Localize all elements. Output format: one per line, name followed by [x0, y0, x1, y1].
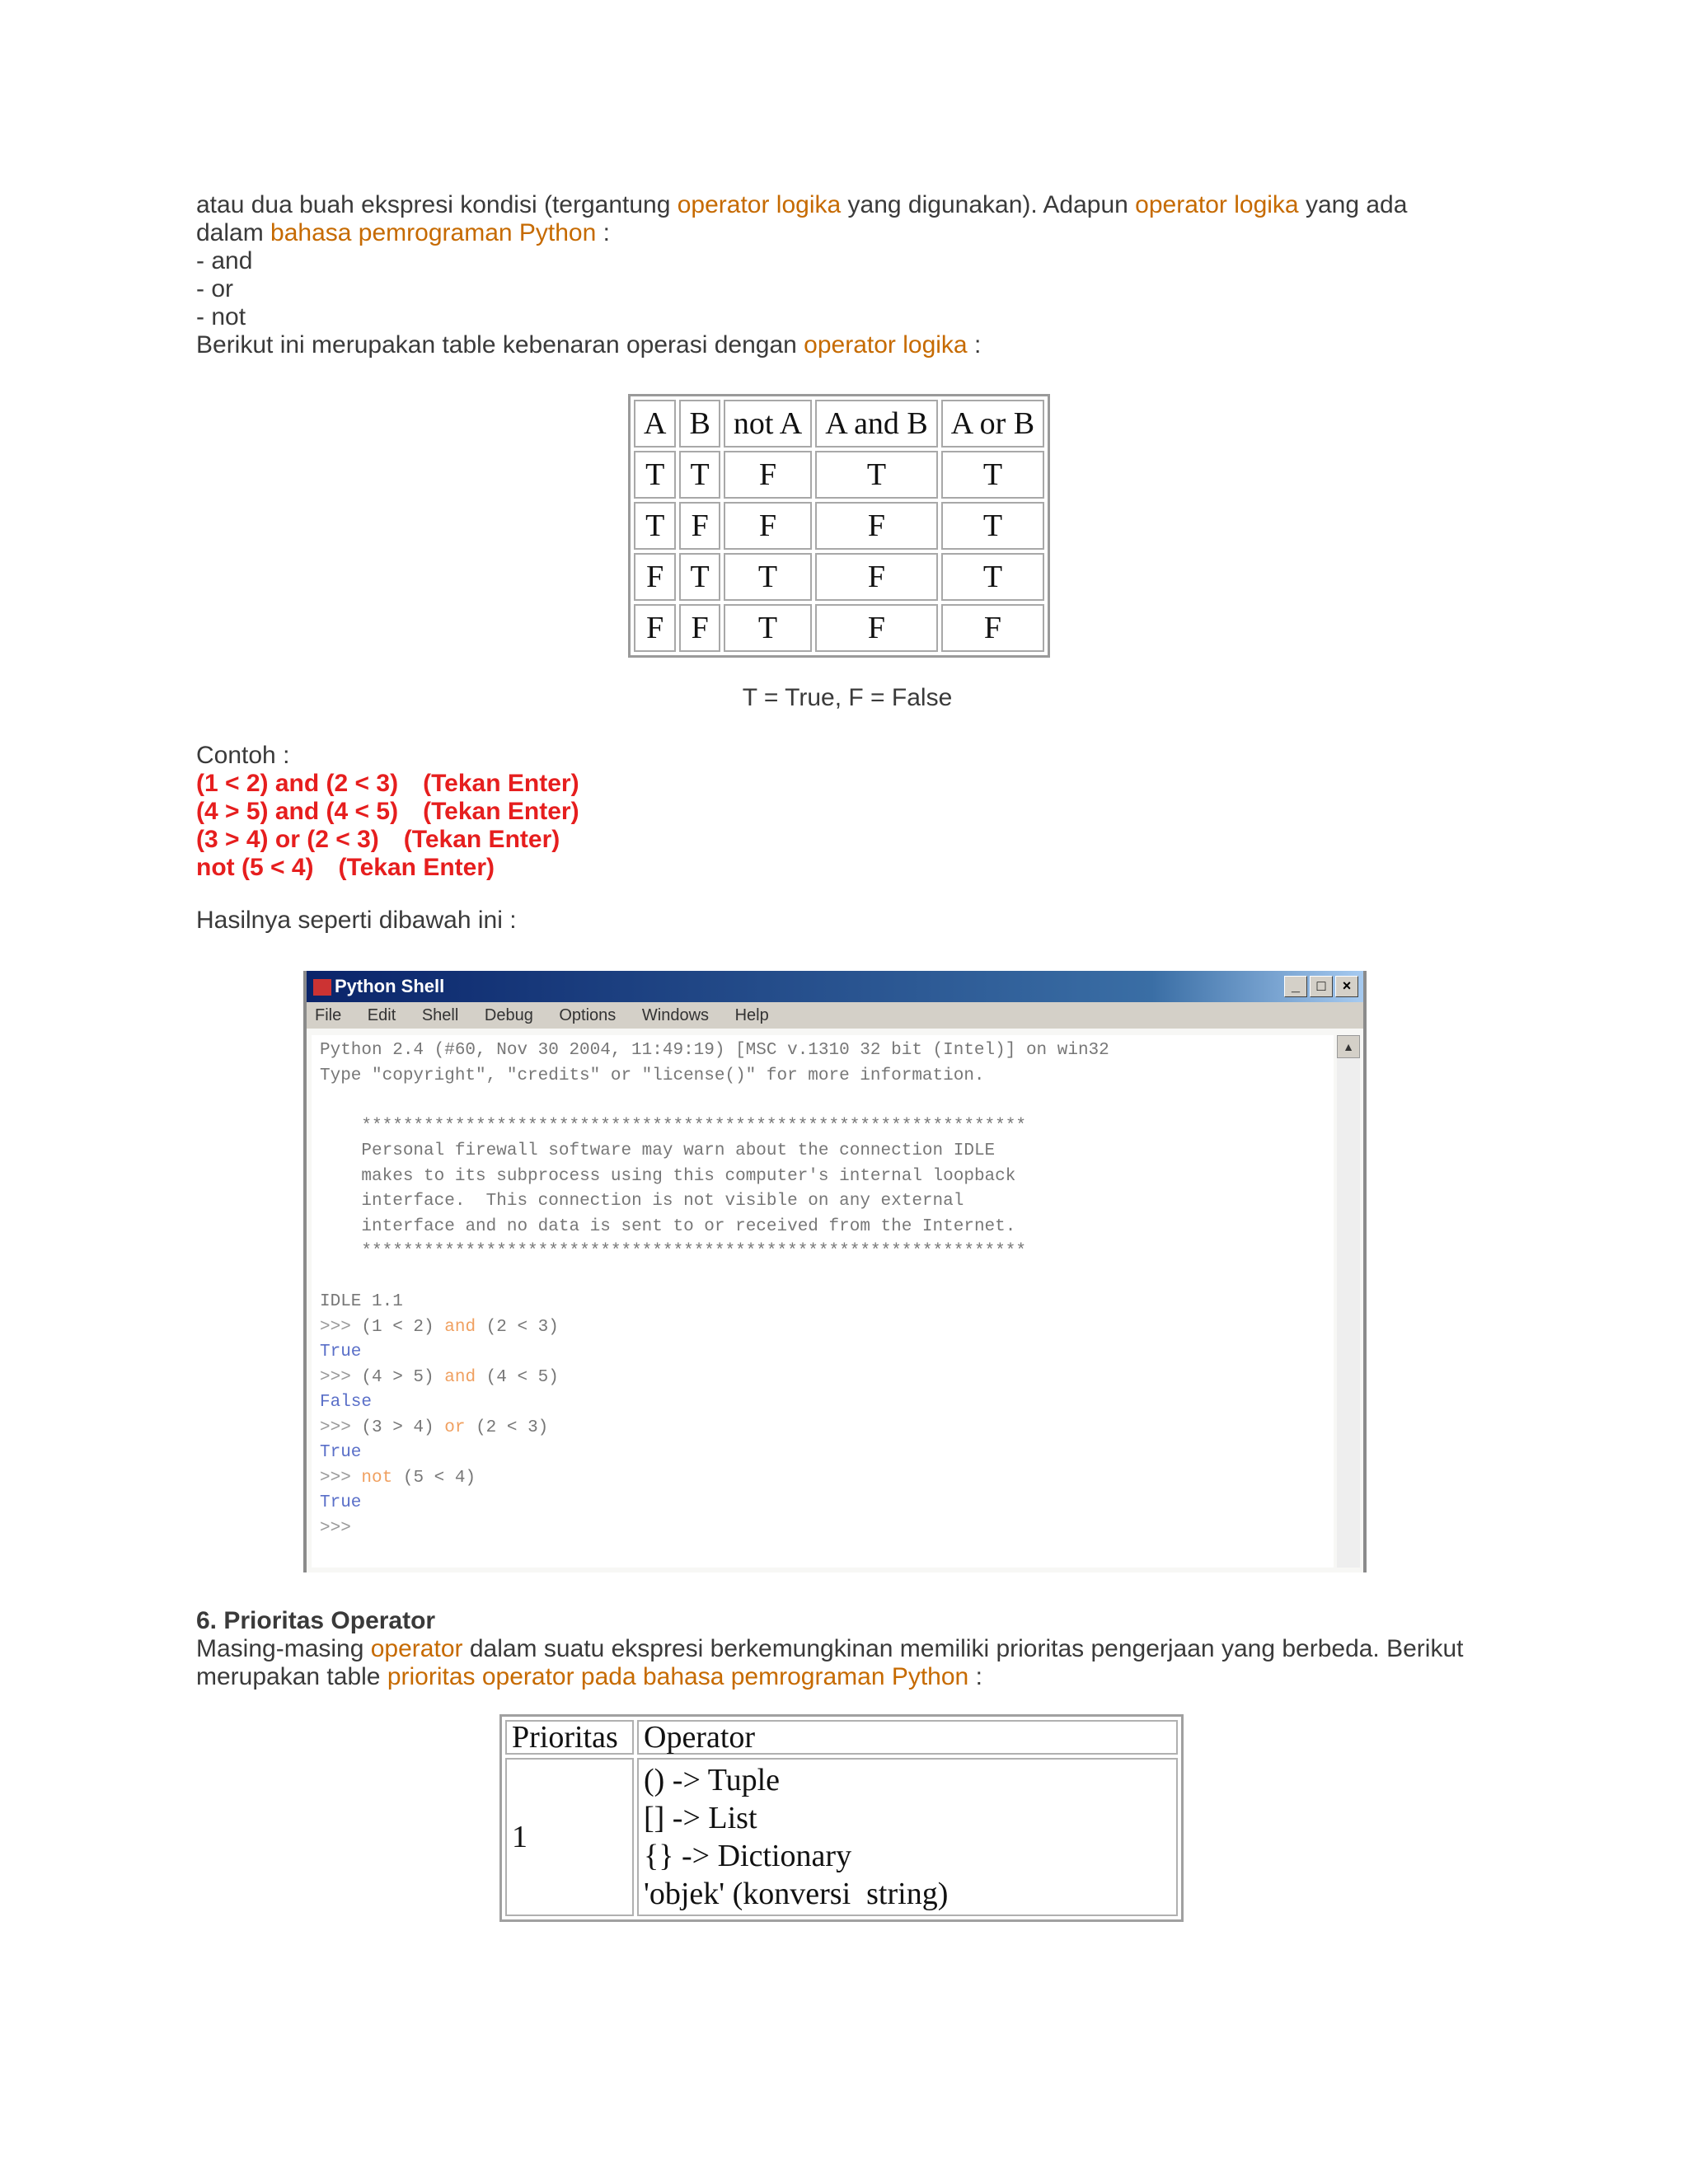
operator-item-and: - and [196, 247, 253, 274]
window-controls [1284, 976, 1358, 997]
table-row [634, 451, 1044, 499]
menu-options[interactable]: Options [559, 1006, 617, 1024]
console-line: Type "copyright", "credits" or "license()" for more information. [320, 1066, 985, 1085]
console-line: True [320, 1443, 362, 1462]
link-operator-logika-3[interactable]: operator logika [804, 331, 968, 359]
table-cell: F [634, 553, 676, 601]
console-line: >>> (1 < 2) and (2 < 3) [320, 1317, 559, 1337]
table-cell: T [941, 502, 1044, 550]
header-cell: not A [724, 400, 812, 448]
table-row [634, 553, 1044, 601]
maximize-button[interactable]: □ [1310, 976, 1333, 997]
close-button[interactable]: × [1335, 976, 1358, 997]
table-cell: F [724, 451, 812, 499]
table-cell [637, 1758, 1178, 1916]
operator-line: 'objek' (konversi string) [644, 1877, 949, 1911]
menu-file[interactable]: File [315, 1006, 342, 1024]
console-line: interface. This connection is not visible on any external [361, 1192, 964, 1211]
operator-line: {} -> Dictionary [644, 1839, 852, 1873]
intro-line-1: atau dua buah ekspresi kondisi (tergantung operator logika yang digunakan). Adapun operator logika yang ada [196, 191, 1408, 218]
shell-scrollbar[interactable] [1337, 1035, 1360, 1568]
table-cell: T [724, 553, 812, 601]
table-cell: F [815, 553, 938, 601]
intro-line-2: dalam bahasa pemrograman Python : [196, 219, 610, 246]
header-cell: A and B [815, 400, 938, 448]
console-line: Personal firewall software may warn about the connection IDLE [361, 1141, 996, 1160]
console-line: >>> (4 > 5) and (4 < 5) [320, 1367, 559, 1387]
operator-item-not: - not [196, 303, 246, 330]
truth-table [628, 394, 1050, 658]
link-bahasa-pemrograman-python[interactable]: bahasa pemrograman Python [270, 219, 597, 246]
table-cell: T [815, 451, 938, 499]
console-line: >>> [320, 1518, 362, 1538]
contoh-item: (4 > 5) and (4 < 5) (Tekan Enter) [196, 798, 579, 825]
python-shell-window [303, 971, 1367, 1572]
header-cell: B [679, 400, 720, 448]
priority-table [499, 1714, 1184, 1922]
header-cell: Prioritas [505, 1720, 634, 1755]
section-6-line-1: Masing-masing operator dalam suatu ekspresi berkemungkinan memiliki prioritas pengerjaan yang berbeda. Berikut [196, 1635, 1464, 1662]
operator-line: () -> Tuple [644, 1763, 781, 1797]
console-line: interface and no data is sent to or received from the Internet. [361, 1216, 1016, 1236]
document-page [196, 191, 1498, 1911]
menu-windows[interactable]: Windows [641, 1006, 710, 1024]
menu-edit[interactable]: Edit [367, 1006, 396, 1024]
contoh-label: Contoh : [196, 742, 290, 769]
truth-table-caption: T = True, F = False [742, 684, 953, 711]
table-row [505, 1758, 1178, 1916]
table-row [634, 604, 1044, 652]
menu-help[interactable]: Help [734, 1006, 769, 1024]
console-line: **************************************************************** [361, 1116, 1026, 1136]
table-cell: T [634, 502, 676, 550]
table-cell: T [679, 451, 720, 499]
table-cell: F [724, 502, 812, 550]
table-cell: T [724, 604, 812, 652]
table-cell: T [941, 553, 1044, 601]
menu-debug[interactable]: Debug [484, 1006, 533, 1024]
console-line: True [320, 1343, 362, 1361]
console-line: False [320, 1393, 373, 1412]
truth-table-header [634, 400, 1044, 448]
table-cell: T [941, 451, 1044, 499]
hasil-label: Hasilnya seperti dibawah ini : [196, 907, 517, 934]
table-cell: F [815, 604, 938, 652]
contoh-item: (1 < 2) and (2 < 3) (Tekan Enter) [196, 770, 579, 797]
operator-item-or: - or [196, 275, 233, 302]
console-line: **************************************************************** [361, 1242, 1026, 1261]
table-row [634, 502, 1044, 550]
console-line: True [320, 1493, 362, 1512]
console-line: Python 2.4 (#60, Nov 30 2004, 11:49:19) [MSC v.1310 32 bit (Intel)] on win32 [320, 1041, 1109, 1060]
table-cell: 1 [505, 1758, 634, 1916]
link-operator-logika[interactable]: operator logika [677, 191, 842, 218]
console-line: >>> not (5 < 4) [320, 1468, 476, 1488]
contoh-item: (3 > 4) or (2 < 3) (Tekan Enter) [196, 826, 560, 853]
operator-line: [] -> List [644, 1801, 757, 1835]
console-line: >>> (3 > 4) or (2 < 3) [320, 1418, 549, 1437]
table-cell: F [941, 604, 1044, 652]
scroll-up-icon[interactable]: ▲ [1337, 1035, 1360, 1058]
shell-console[interactable] [312, 1035, 1334, 1568]
shell-menubar [307, 1002, 1363, 1029]
section-6 [196, 1607, 1463, 1691]
menu-shell[interactable]: Shell [421, 1006, 459, 1024]
shell-titlebar[interactable] [307, 971, 1363, 1002]
python-logo-icon [313, 979, 331, 996]
minimize-button[interactable]: _ [1284, 976, 1307, 997]
table-cell: F [815, 502, 938, 550]
header-cell: Operator [637, 1720, 1178, 1755]
table-cell: F [634, 604, 676, 652]
link-operator[interactable]: operator [370, 1635, 463, 1662]
table-cell: F [679, 502, 720, 550]
contoh-item: not (5 < 4) (Tekan Enter) [196, 854, 495, 881]
console-line: IDLE 1.1 [320, 1292, 403, 1311]
truth-table-intro: Berikut ini merupakan table kebenaran operasi dengan operator logika : [196, 331, 982, 359]
shell-title: Python Shell [335, 976, 445, 996]
link-operator-logika-2[interactable]: operator logika [1135, 191, 1299, 218]
contoh-block [196, 742, 579, 935]
header-cell: A [634, 400, 676, 448]
header-cell: A or B [941, 400, 1044, 448]
table-cell: F [679, 604, 720, 652]
console-line: makes to its subprocess using this computer's internal loopback [361, 1166, 1016, 1186]
section-6-title: 6. Prioritas Operator [196, 1607, 436, 1634]
table-cell: T [634, 451, 676, 499]
priority-table-header [505, 1720, 1178, 1755]
section-6-line-2: merupakan table prioritas operator pada bahasa pemrograman Python : [196, 1663, 982, 1690]
link-prioritas-operator[interactable]: prioritas operator pada bahasa pemrograman Python [387, 1663, 969, 1690]
table-cell: T [679, 553, 720, 601]
